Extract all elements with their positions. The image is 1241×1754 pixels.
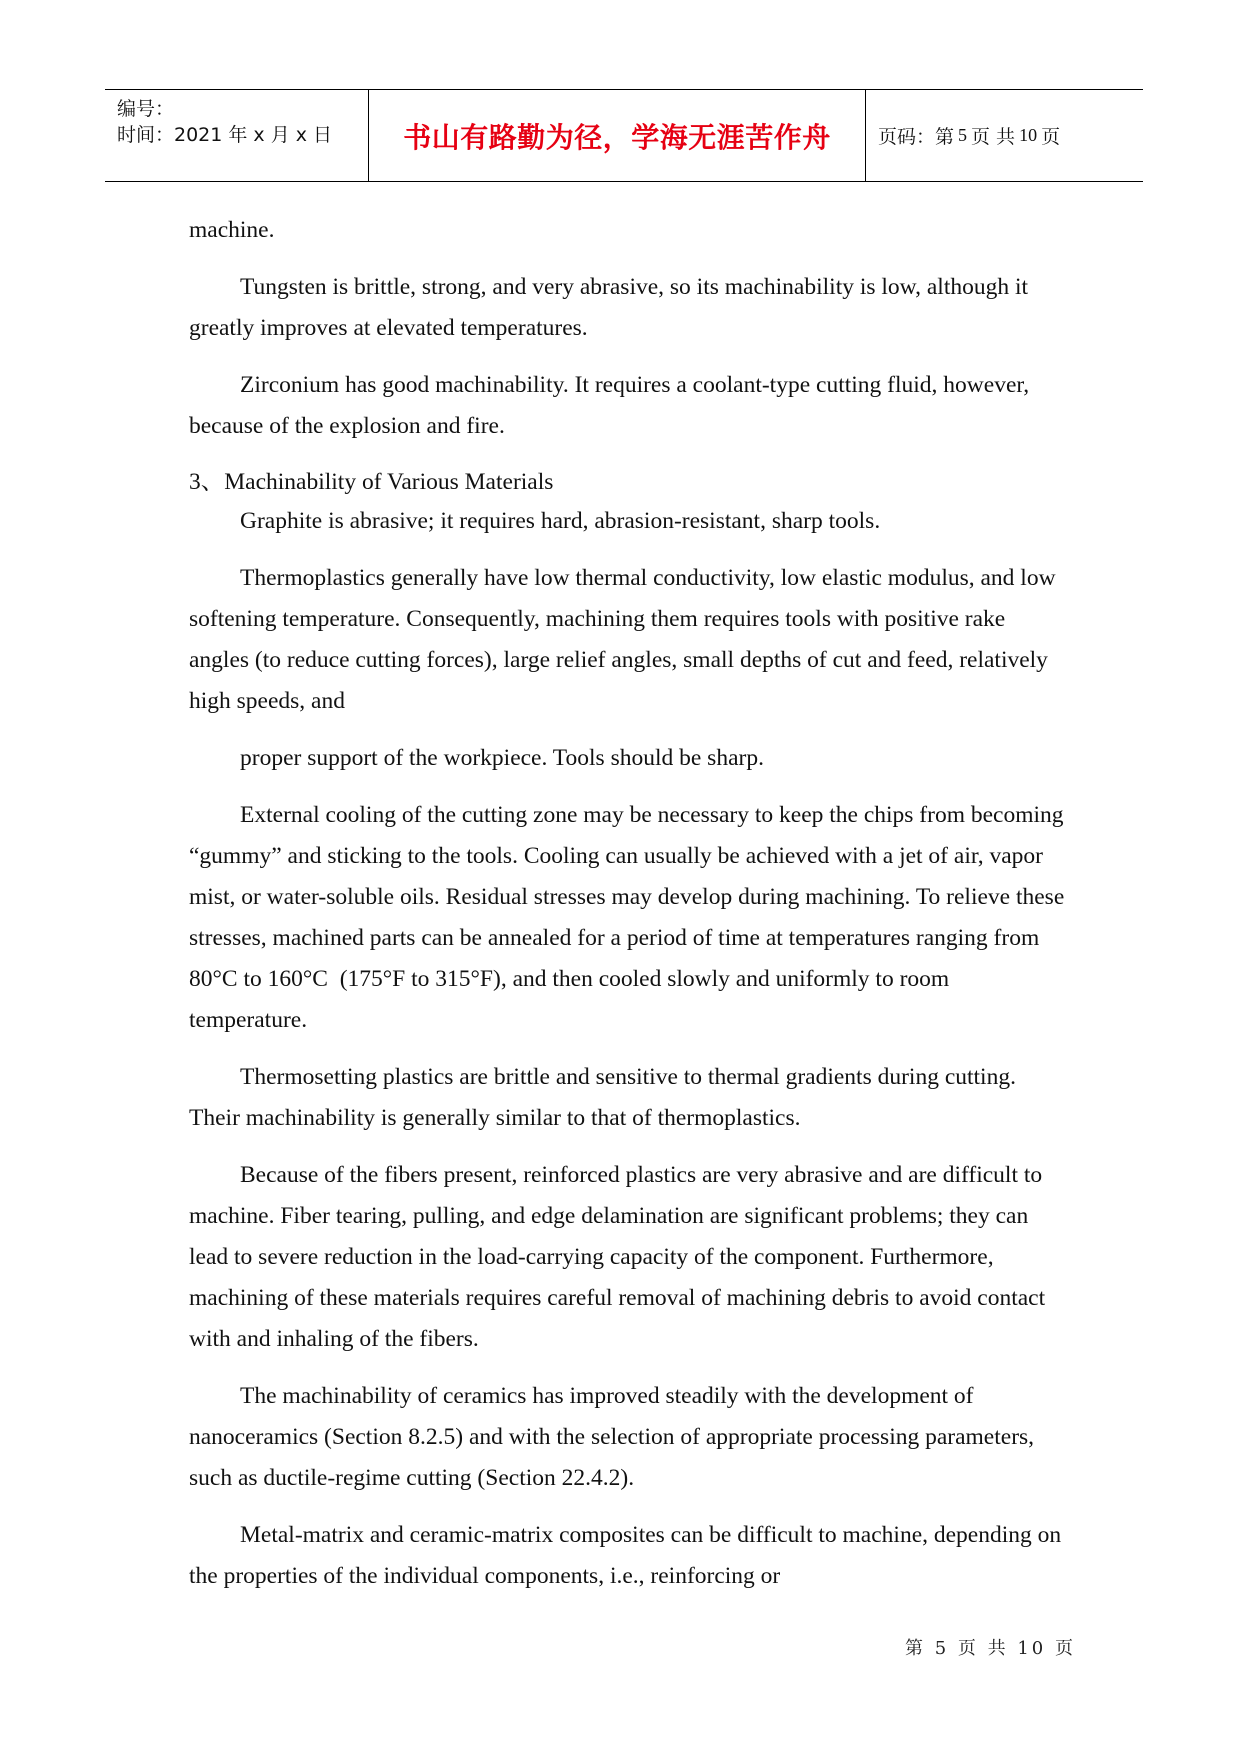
- paragraph-cooling: [189, 795, 1069, 1041]
- page-prefix: 页码：第: [878, 126, 955, 148]
- paragraph-thermosetting: Thermosetting plastics are brittle and sensitive to thermal gradients during cutting. Their machinability is generally similar to that of thermoplastics.: [189, 1064, 1016, 1131]
- header-motto: 书山有路勤为径，学海无涯苦作舟: [369, 90, 866, 181]
- page-header: [105, 89, 1143, 182]
- paragraph-support: proper support of the workpiece. Tools should be sharp.: [240, 745, 764, 771]
- paragraph-tungsten: Tungsten is brittle, strong, and very abrasive, so its machinability is low, although it greatly improves at elevated temperatures.: [189, 274, 1029, 341]
- section-heading: 3、Machinability of Various Materials: [189, 469, 554, 495]
- paragraph-graphite: Graphite is abrasive; it requires hard, abrasion-resistant, sharp tools.: [240, 508, 881, 534]
- cooling-text-b: , and then cooled slowly and uniformly to room temperature.: [189, 966, 950, 1033]
- paragraph-composites: Metal-matrix and ceramic-matrix composites can be difficult to machine, depending on the properties of the individual components, i.e., reinforcing or: [189, 1522, 1062, 1589]
- paragraph-ceramics: The machinability of ceramics has improved steadily with the development of nanoceramics (Section 8.2.5) and with the selection of appropriate processing parameters, such as ductile-regime cutting (Section 22.4.2).: [189, 1383, 1035, 1491]
- header-page-indicator: [866, 90, 1143, 181]
- page-footer: 第 5 页 共 10 页: [905, 1638, 1076, 1659]
- document-number-label: 编号：: [117, 98, 175, 120]
- paragraph-zirconium: Zirconium has good machinability. It requires a coolant-type cutting fluid, however, because of the explosion and fire.: [189, 372, 1030, 439]
- temp-fahrenheit: (175°F to 315°F): [339, 966, 501, 992]
- page-mid: 页 共: [971, 126, 1016, 148]
- header-meta: [105, 90, 369, 181]
- paragraph-thermoplastics: Thermoplastics generally have low thermal conductivity, low elastic modulus, and low softening temperature. Consequently, machining them requires tools with positive rake angles (to reduce cutting forces), large relief angles, small depths of cut and feed, relatively high speeds, and: [189, 565, 1056, 714]
- temp-high: 160°C: [267, 966, 328, 992]
- document-time-label: 时间：2021 年 x 月 x 日: [117, 124, 333, 146]
- temp-low: 80°C: [189, 966, 238, 992]
- paragraph-reinforced: Because of the fibers present, reinforced plastics are very abrasive and are difficult to machine. Fiber tearing, pulling, and edge delamination are significant problems; they can lead to severe reduction in the load-carrying capacity of the component. Furthermore, machining of these materials requires careful removal of machining debris to avoid contact with and inhaling of the fibers.: [189, 1162, 1046, 1352]
- document-body: [189, 210, 1069, 1613]
- temp-to: to: [237, 966, 268, 992]
- cooling-text-a: External cooling of the cutting zone may be necessary to keep the chips from becoming “gummy” and sticking to the tools. Cooling can usually be achieved with a jet of air, vapor mist, or water-soluble oils. Residual stresses may develop during machining. To relieve these stresses, machined parts can be annealed for a period of time at temperatures ranging from: [189, 802, 1065, 951]
- page-current: 5: [958, 125, 968, 145]
- page-suffix: 页: [1041, 126, 1061, 148]
- paragraph-continuation: machine.: [189, 217, 275, 243]
- page-total: 10: [1019, 125, 1038, 145]
